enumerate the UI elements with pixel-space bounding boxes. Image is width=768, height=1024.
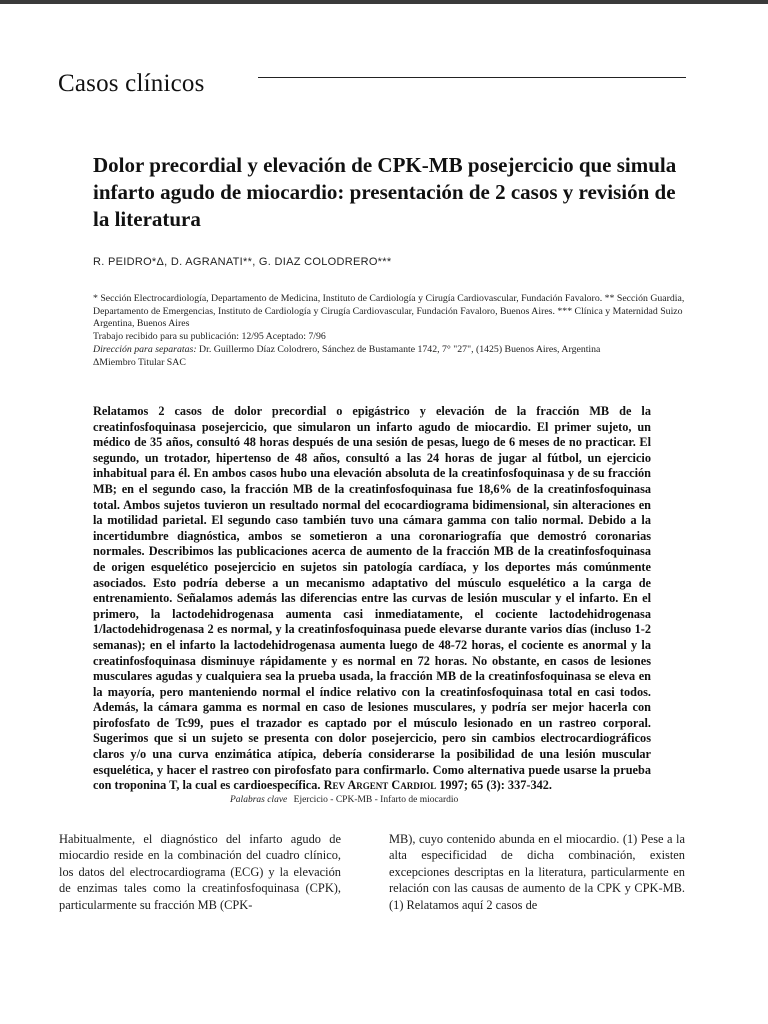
correspondence xyxy=(93,344,693,357)
article-title: Dolor precordial y elevación de CPK-MB posejercicio que simula infarto agudo de miocardio: presentación de 2 casos y revisión de la literatura xyxy=(93,153,677,231)
authors: R. PEIDRO*Δ, D. AGRANATI**, G. DIAZ COLODRERO*** xyxy=(93,256,392,268)
body-column-right: MB), cuyo contenido abunda en el miocardio. (1) Pese a la alta especificidad de dicha combinación, existen excepciones descriptas en la literatura, particularmente en relación con las causas de aumento de la CPK y CPK-MB. (1) Relatamos aquí 2 casos de xyxy=(389,832,685,912)
received-accepted: Trabajo recibido para su publicación: 12/95 Aceptado: 7/96 xyxy=(93,331,326,343)
member-note: ΔMiembro Titular SAC xyxy=(93,356,186,368)
keywords-label: Palabras clave xyxy=(230,795,288,805)
section-title: Casos clínicos xyxy=(58,70,205,97)
abstract xyxy=(93,404,651,794)
top-edge-rule xyxy=(0,0,768,4)
affiliations xyxy=(93,293,693,369)
correspondence-text: Dr. Guillermo Díaz Colodrero, Sánchez de Bustamante 1742, 7° "27", (1425) Buenos Aires, Argentina xyxy=(199,343,601,355)
correspondence-label: Dirección para separatas: xyxy=(93,343,197,355)
body-column-left: Habitualmente, el diagnóstico del infarto agudo de miocardio reside en la combinación del cuadro clínico, los datos del electrocardiograma (ECG) y la elevación de enzimas tales como la creatinfosfoquinasa (CPK), particularmente su fracción MB (CPK- xyxy=(59,832,341,912)
keywords-text: Ejercicio - CPK-MB - Infarto de miocardio xyxy=(293,795,459,805)
abstract-citation: Rev Argent Cardiol 1997; 65 (3): 337-342. xyxy=(323,778,552,793)
affiliation-text: * Sección Electrocardiología, Departamento de Medicina, Instituto de Cardiología y Cirugía Cardiovascular, Fundación Favaloro. ** Sección Guardia, Departamento de Emergencias, Instituto de Cardiología y Cirugía Cardiovascular, Fundación Favaloro, Buenos Aires. *** Clínica y Maternidad Suizo Argentina, Buenos Aires xyxy=(93,293,685,330)
abstract-text: Relatamos 2 casos de dolor precordial o epigástrico y elevación de la fracción MB de la creatinfosfoquinasa posejercicio, que simularon un infarto agudo de miocardio. El primer sujeto, un médico de 35 años, consultó 48 horas después de una sesión de pesas, luego de 6 meses de no practicar. El segundo, un trotador, hipertenso de 48 años, consultó a las 24 horas de jugar al fútbol, un ejercicio inhabitual para él. En ambos casos hubo una elevación absoluta de la creatinfosfoquinasa y de su fracción MB; en el segundo caso, la fracción MB de la creatinfosfoquinasa fue 18,6% de la creatinfosfoquinasa total. Ambos sujetos tuvieron un resultado normal del ecocardiograma bidimensional, sin alteraciones en la motilidad parietal. El segundo caso también tuvo una cámara gamma con talio normal. Debido a la incertidumbre diagnóstica, ambos se sometieron a una coronariografía que demostró coronarias normales. Describimos las publicaciones acerca de aumento de la fracción MB de la creatinfosfoquinasa de origen esquelético posejercicio en sujetos sin patología cardíaca, y los deportes más comúnmente asociados. Esto podría deberse a un mecanismo adaptativo del músculo esquelético a la carga de entrenamiento. Señalamos además las diferencias entre las curvas de lesión muscular y el infarto. En el primero, la lactodehidrogenasa aumenta casi inmediatamente, el cociente lactodehidrogenasa 1/lactodehidrogenasa 2 es normal, y la creatinfosfoquinasa puede elevarse durante varios días (incluso 1-2 semanas); en el infarto la lactodehidrogenasa aumenta luego de 48-72 horas, el cociente es anormal y la creatinfosfoquinasa disminuye rápidamente y es normal en 72 horas. No obstante, en casos de lesiones musculares agudas y cualquiera sea la prueba usada, la fracción MB de la creatinfosfoquinasa se eleva en la mayoría, pero manteniendo normal el índice relativo con la creatinfosfoquinasa total en casi todos. Además, la cámara gamma es normal en caso de lesiones musculares, y podría ser mejor hacerla con pirofosfato de Tc99, pues el trazador es captado por el músculo lesionado en un rastreo corporal. Sugerimos que si un sujeto se presenta con dolor posejercicio, pero sin cambios electrocardiográficos claros y/o una curva enzimática atípica, debería considerarse la posibilidad de una lesión muscular esquelética, y hacer el rastreo con pirofosfato para confirmarlo. Como alternativa puede usarse la prueba con troponina T, la cual es cardioespecífica. xyxy=(93,404,651,793)
header-rule xyxy=(258,77,686,78)
keywords xyxy=(230,795,650,805)
section-header xyxy=(58,70,686,106)
